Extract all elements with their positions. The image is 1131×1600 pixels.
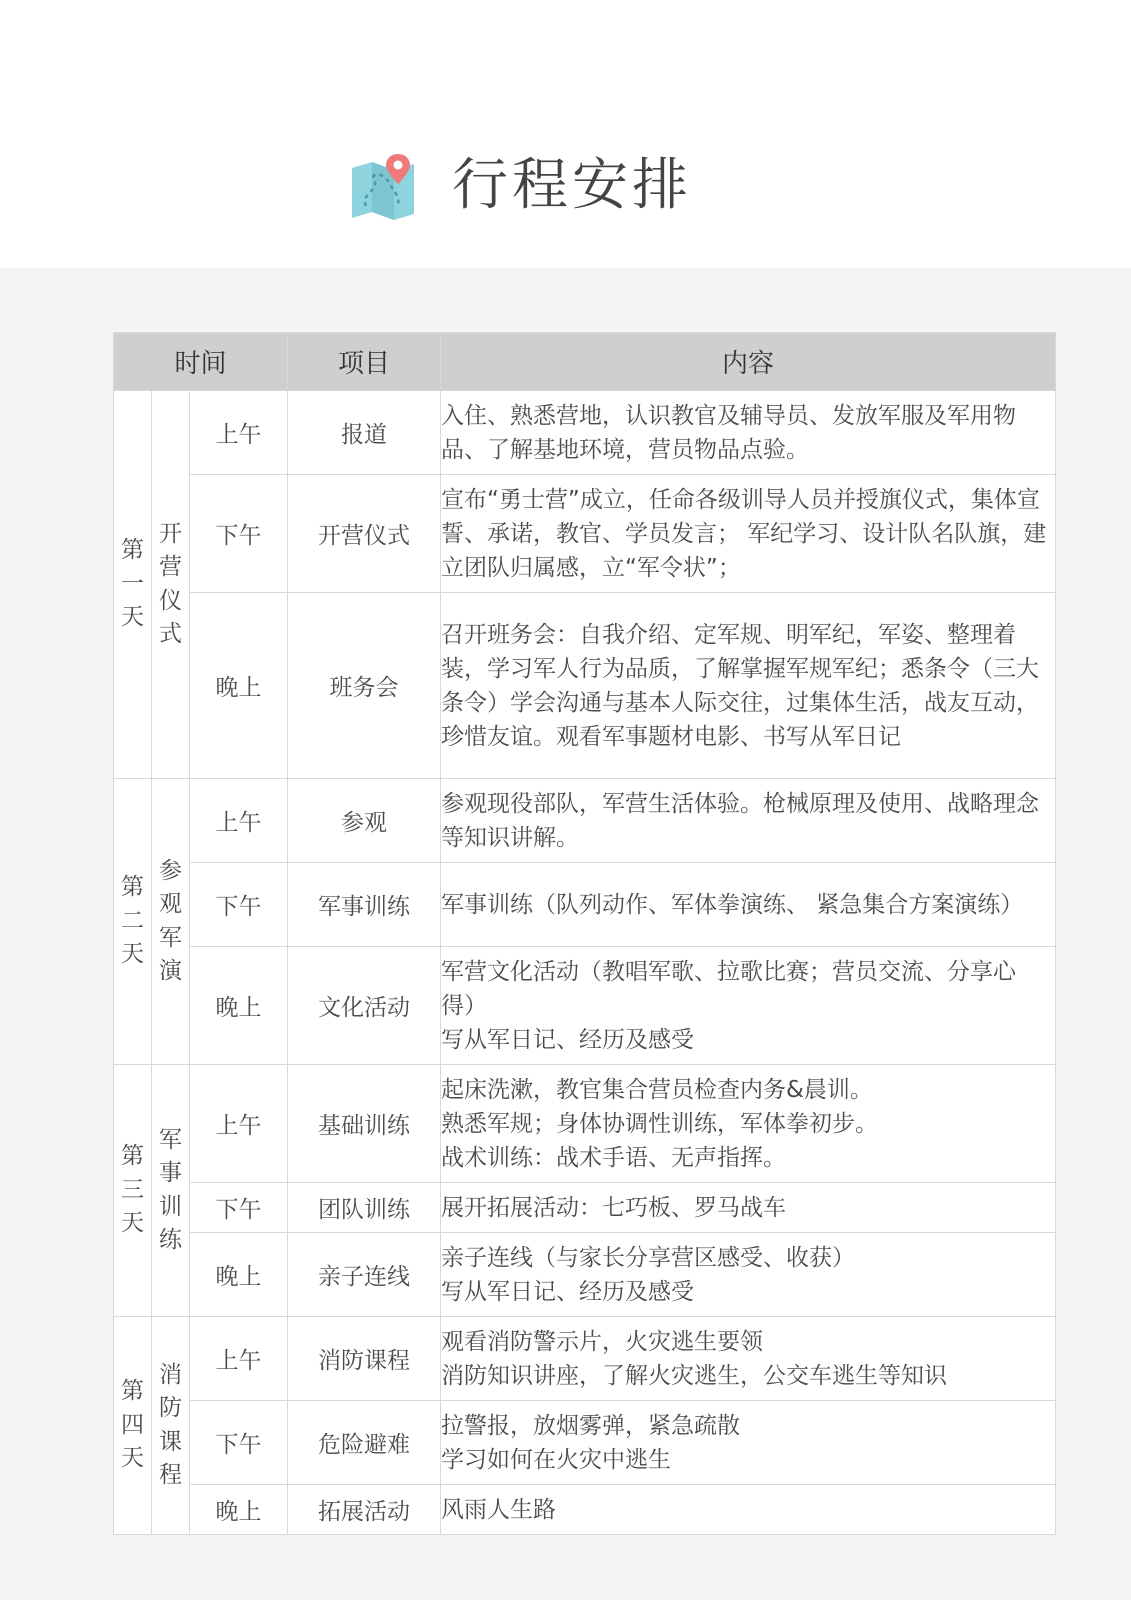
- item-cell: 危险避难: [288, 1401, 441, 1485]
- item-cell: 军事训练: [288, 863, 441, 947]
- table-row: [114, 1065, 1056, 1183]
- map-pin-icon: [350, 150, 418, 222]
- time-cell: 上午: [190, 1317, 288, 1401]
- table-row: [114, 863, 1056, 947]
- schedule-table: [113, 332, 1056, 1535]
- day-label: 第四天: [114, 1317, 152, 1535]
- time-cell: 下午: [190, 475, 288, 593]
- time-cell: 晚上: [190, 1485, 288, 1535]
- content-cell: 入住、熟悉营地，认识教官及辅导员、发放军服及军用物品、了解基地环境，营员物品点验。: [441, 391, 1056, 475]
- item-cell: 参观: [288, 779, 441, 863]
- header-item: 项目: [288, 333, 441, 391]
- day-label: 第一天: [114, 391, 152, 779]
- time-cell: 下午: [190, 1183, 288, 1233]
- table-row: [114, 1233, 1056, 1317]
- page-header: [0, 0, 1131, 268]
- table-row: [114, 391, 1056, 475]
- table-row: [114, 947, 1056, 1065]
- day-theme: 参观军演: [152, 779, 190, 1065]
- item-cell: 基础训练: [288, 1065, 441, 1183]
- table-row: [114, 1485, 1056, 1535]
- content-cell: 风雨人生路: [441, 1485, 1056, 1535]
- time-cell: 上午: [190, 1065, 288, 1183]
- content-cell: 宣布“勇士营”成立，任命各级训导人员并授旗仪式，集体宣誓、承诺，教官、学员发言； 军纪学习、设计队名队旗，建立团队归属感，立“军令状”；: [441, 475, 1056, 593]
- content-cell: 军事训练（队列动作、军体拳演练、 紧急集合方案演练）: [441, 863, 1056, 947]
- day-theme: 军事训练: [152, 1065, 190, 1317]
- content-cell: 展开拓展活动：七巧板、罗马战车: [441, 1183, 1056, 1233]
- item-cell: 班务会: [288, 593, 441, 779]
- item-cell: 开营仪式: [288, 475, 441, 593]
- day-theme: 开营仪式: [152, 391, 190, 779]
- content-cell: 亲子连线（与家长分享营区感受、收获） 写从军日记、经历及感受: [441, 1233, 1056, 1317]
- table-row: [114, 1401, 1056, 1485]
- day-label: 第二天: [114, 779, 152, 1065]
- table-row: [114, 1317, 1056, 1401]
- time-cell: 晚上: [190, 593, 288, 779]
- item-cell: 消防课程: [288, 1317, 441, 1401]
- content-cell: 军营文化活动（教唱军歌、拉歌比赛；营员交流、分享心得） 写从军日记、经历及感受: [441, 947, 1056, 1065]
- table-row: [114, 593, 1056, 779]
- table-row: [114, 1183, 1056, 1233]
- header-time: 时间: [114, 333, 288, 391]
- time-cell: 晚上: [190, 947, 288, 1065]
- page-title: 行程安排: [452, 153, 692, 218]
- item-cell: 拓展活动: [288, 1485, 441, 1535]
- day-theme: 消防课程: [152, 1317, 190, 1535]
- time-cell: 上午: [190, 391, 288, 475]
- time-cell: 下午: [190, 863, 288, 947]
- table-row: [114, 779, 1056, 863]
- day-label: 第三天: [114, 1065, 152, 1317]
- item-cell: 报道: [288, 391, 441, 475]
- content-cell: 召开班务会：自我介绍、定军规、明军纪，军姿、整理着装，学习军人行为品质，了解掌握军规军纪；悉条令（三大条令）学会沟通与基本人际交往，过集体生活，战友互动，珍惜友谊。观看军事题材电影、书写从军日记: [441, 593, 1056, 779]
- table-row: [114, 475, 1056, 593]
- time-cell: 晚上: [190, 1233, 288, 1317]
- item-cell: 亲子连线: [288, 1233, 441, 1317]
- time-cell: 上午: [190, 779, 288, 863]
- content-cell: 起床洗漱，教官集合营员检查内务&晨训。 熟悉军规；身体协调性训练，军体拳初步。 战术训练：战术手语、无声指挥。: [441, 1065, 1056, 1183]
- item-cell: 文化活动: [288, 947, 441, 1065]
- item-cell: 团队训练: [288, 1183, 441, 1233]
- content-cell: 拉警报，放烟雾弹，紧急疏散 学习如何在火灾中逃生: [441, 1401, 1056, 1485]
- content-cell: 观看消防警示片，火灾逃生要领 消防知识讲座，了解火灾逃生，公交车逃生等知识: [441, 1317, 1056, 1401]
- table-header-row: [114, 333, 1056, 391]
- header-content: 内容: [441, 333, 1056, 391]
- time-cell: 下午: [190, 1401, 288, 1485]
- content-cell: 参观现役部队，军营生活体验。枪械原理及使用、战略理念等知识讲解。: [441, 779, 1056, 863]
